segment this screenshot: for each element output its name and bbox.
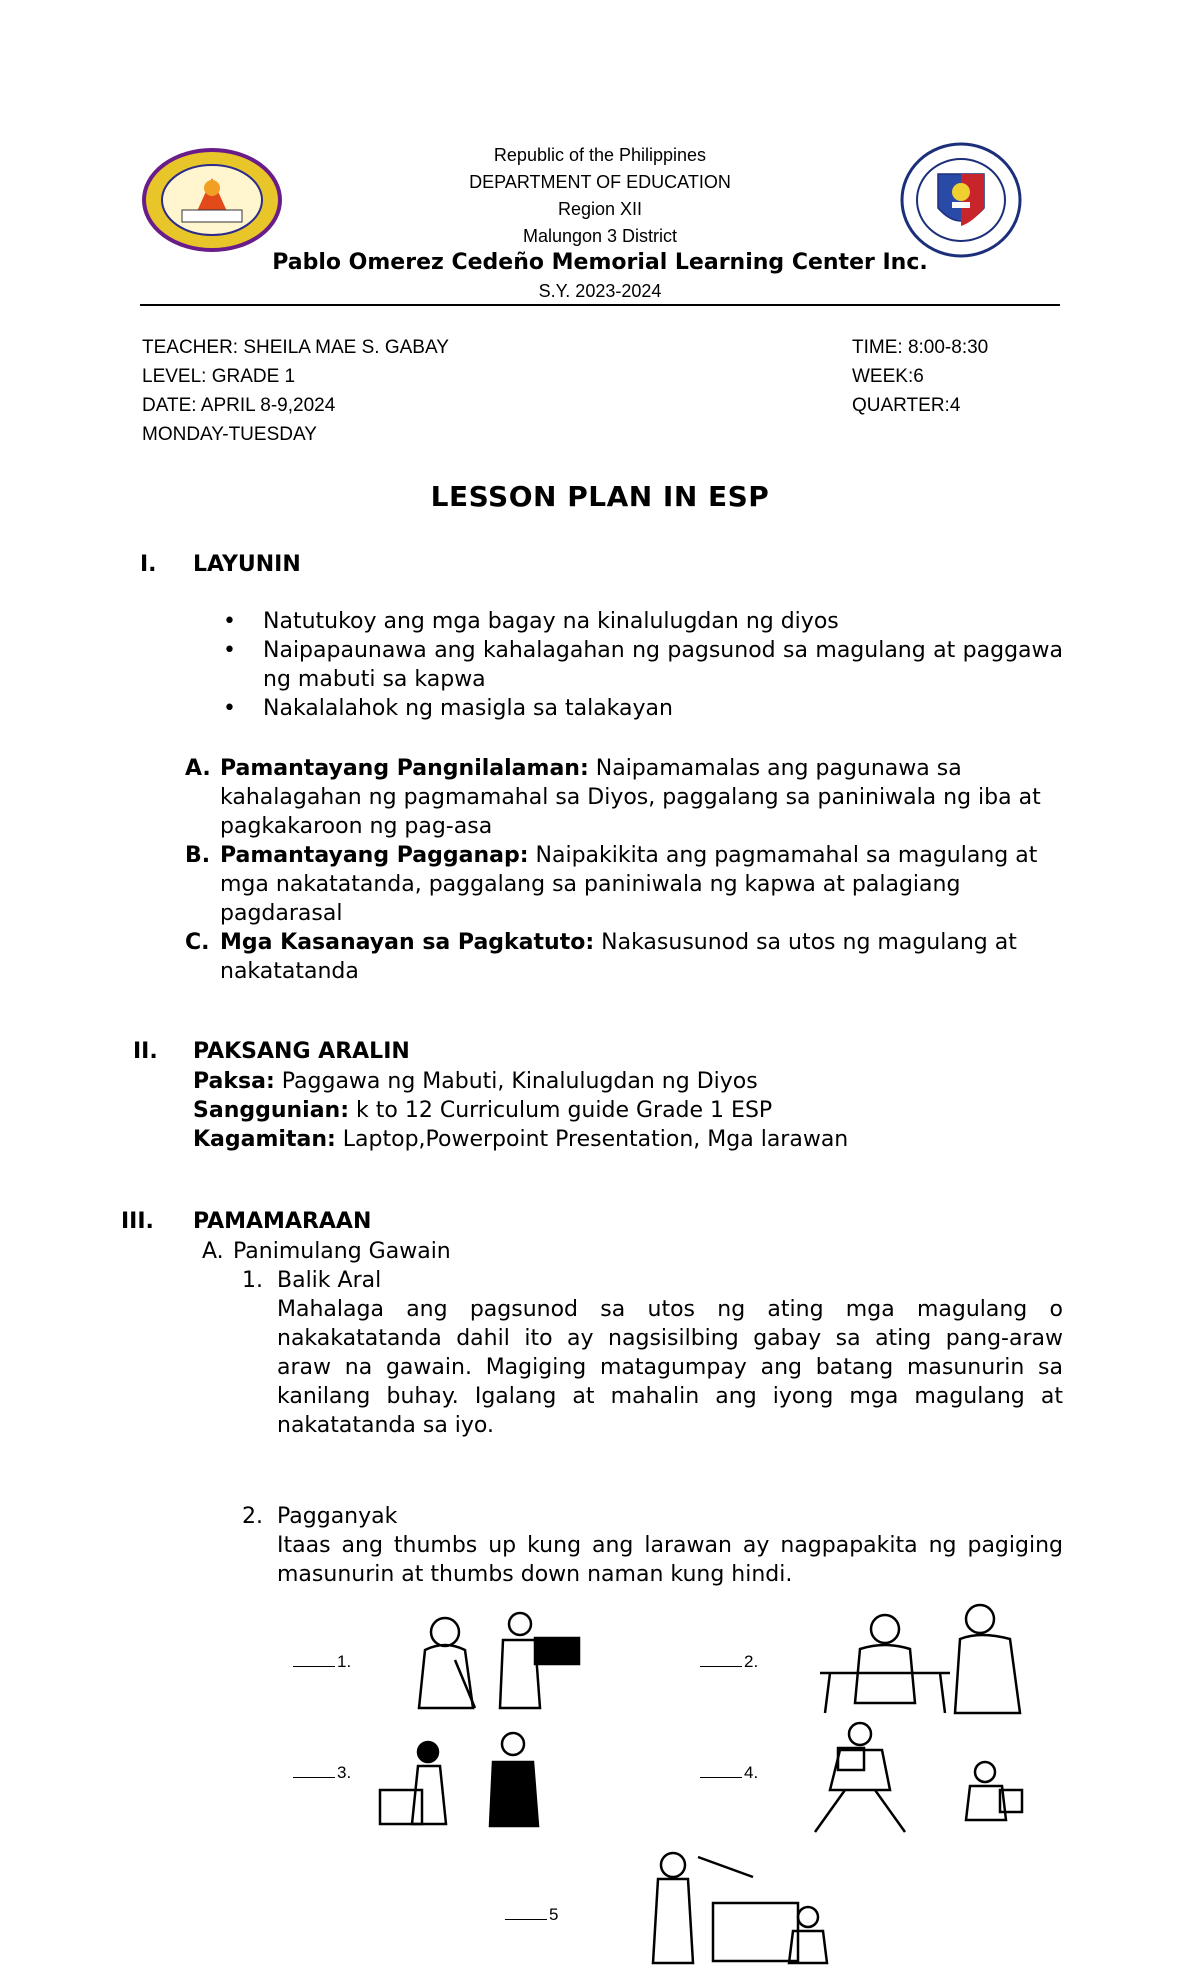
paksa-label: Paksa: [193,1069,275,1094]
objective-item: • Nakalalahok ng masigla sa talakayan [263,694,1063,723]
page-title: LESSON PLAN IN ESP [430,480,770,513]
week-info: WEEK:6 [852,366,924,387]
picture-1-elders-illustration [385,1610,605,1710]
standard-a-letter: A. [185,756,211,781]
item1-text: Mahalaga ang pagsunod sa utos ng ating mga magulang o nakakatatanda dahil ito ay nagsisilbing gabay sa ating pang-araw araw na gawain. Magiging matagumpay ang batang masunurin sa kanilang buhay. Igalang at mahalin ang iyong mga magulang at nakatatanda sa iyo. [277,1297,1063,1438]
school-logo [142,148,282,252]
deped-seal [900,142,1022,258]
item2-text: Itaas ang thumbs up kung ang larawan ay nagpapakita ng pagiging masunurin at thumbs down naman kung hindi. [277,1533,1063,1587]
republic-line: Republic of the Philippines [493,145,707,165]
teacher-info: TEACHER: SHEILA MAE S. GABAY [142,337,449,358]
section1-heading: LAYUNIN [193,552,301,577]
item2-num: 2. [242,1504,263,1529]
section1-numeral: I. [140,552,157,577]
kagamitan-value: Laptop,Powerpoint Presentation, Mga larawan [342,1127,849,1152]
section3-heading: PAMAMARAAN [193,1209,372,1234]
picture-3-gift-illustration [378,1730,558,1830]
standard-b-text: Naipakikita ang pagmamahal sa magulang at mga nakatatanda, paggalang sa paniniwala ng kapwa at palagiang pagdarasal [220,843,1038,926]
item1-title: Balik Aral [277,1268,382,1293]
date-info: DATE: APRIL 8-9,2024 [142,395,336,416]
paksa-value: Paggawa ng Mabuti, Kinalulugdan ng Diyos [281,1069,758,1094]
standard-c-text: Nakasusunod sa utos ng magulang at nakatatanda [220,930,1017,984]
objective-item: • Naipapaunawa ang kahalagahan ng pagsunod sa magulang at paggawa ng mabuti sa kapwa [263,636,1063,694]
standard-b [220,841,1080,928]
picture-blank-4[interactable]: 4. [700,1763,758,1783]
section2-heading: PAKSANG ARALIN [193,1039,410,1064]
school-year: S.Y. 2023-2024 [538,281,662,301]
standard-c-label: Mga Kasanayan sa Pagkatuto: [220,930,595,955]
picture-4-carrying-illustration [810,1720,1040,1835]
item1-num: 1. [242,1268,263,1293]
picture-blank-5[interactable]: 5 [505,1905,558,1925]
time-info: TIME: 8:00-8:30 [852,337,989,358]
picture-blank-1[interactable]: 1. [293,1652,351,1672]
item2-title: Pagganyak [277,1504,398,1529]
standard-c [220,928,1080,986]
picture-blank-3[interactable]: 3. [293,1763,351,1783]
standard-b-letter: B. [185,843,211,868]
standard-a-label: Pamantayang Pangnilalaman: [220,756,589,781]
sanggunian-label: Sanggunian: [193,1098,350,1123]
quarter-info: QUARTER:4 [852,395,961,416]
standard-b-label: Pamantayang Pagganap: [220,843,529,868]
days-info: MONDAY-TUESDAY [142,424,317,445]
school-name: Pablo Omerez Cedeño Memorial Learning Center Inc. [272,250,928,275]
sanggunian-line [193,1096,772,1125]
level-info: LEVEL: GRADE 1 [142,366,296,387]
paksa-line [193,1067,758,1096]
department-line: DEPARTMENT OF EDUCATION [469,172,731,192]
picture-blank-2[interactable]: 2. [700,1652,758,1672]
sanggunian-value: k to 12 Curriculum guide Grade 1 ESP [356,1098,773,1123]
kagamitan-label: Kagamitan: [193,1127,336,1152]
sub-a-heading: Panimulang Gawain [233,1239,451,1264]
picture-2-helping-illustration [810,1603,1050,1715]
header-rule [140,304,1060,306]
objective-item: • Natutukoy ang mga bagay na kinalulugdan ng diyos [263,607,1063,636]
section2-numeral: II. [133,1039,158,1064]
region-line: Region XII [557,199,643,219]
kagamitan-line [193,1125,848,1154]
section3-numeral: III. [121,1209,154,1234]
standard-c-letter: C. [185,930,210,955]
sub-a-letter: A. [202,1239,224,1264]
district-line: Malungon 3 District [522,226,678,246]
standard-a [220,754,1050,841]
picture-5-kitchen-illustration [643,1847,843,1965]
standard-a-text: Naipamamalas ang pagunawa sa kahalagahan ng pagmamahal sa Diyos, paggalang sa paniniwala ng iba at pagkakaroon ng pag-asa [220,756,1041,839]
